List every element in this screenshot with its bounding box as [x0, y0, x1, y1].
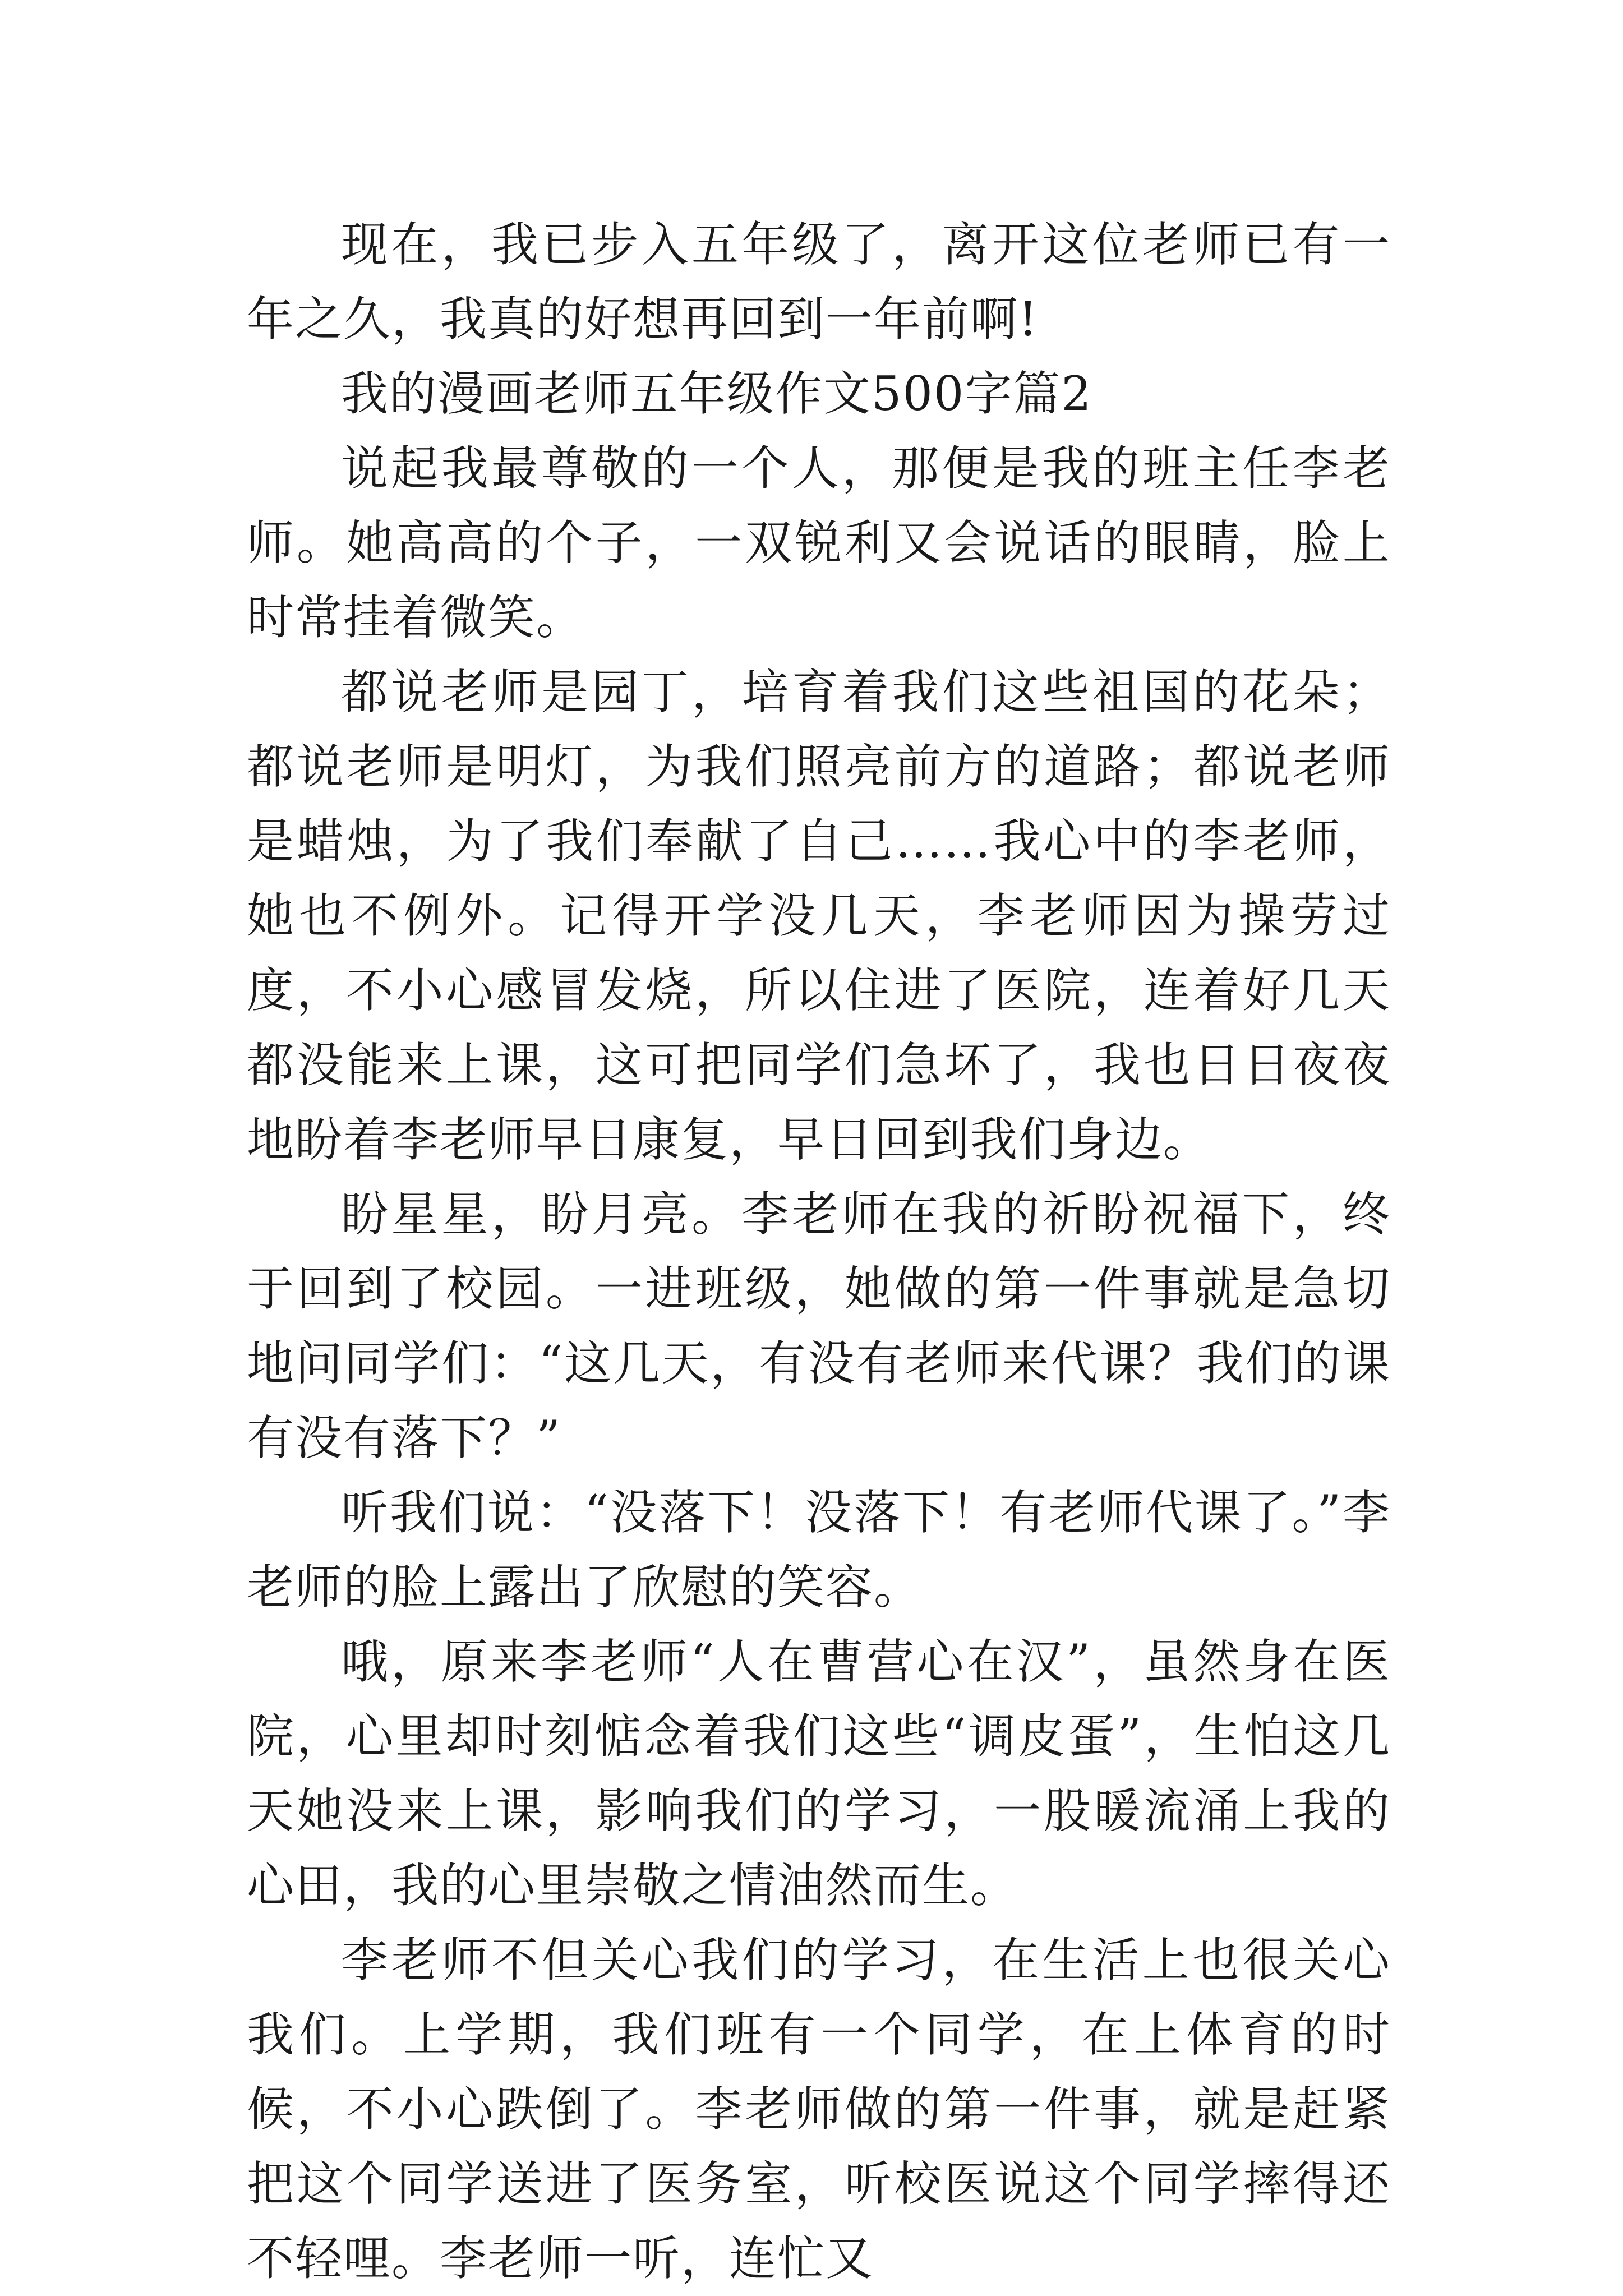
section-heading: 我的漫画老师五年级作文500字篇2: [341, 366, 1092, 421]
paragraph: 听我们说：“没落下！没落下！有老师代课了。”李老师的脸上露出了欣慰的笑容。: [247, 1485, 1391, 1615]
paragraph: 李老师不但关心我们的学习，在生活上也很关心我们。上学期，我们班有一个同学，在上体育的时候，不小心跌倒了。李老师做的第一件事，就是赶紧把这个同学送进了医务室，听校医说这个同学摔得还不轻哩。李老师一听，连忙又: [247, 1933, 1391, 2286]
paragraph: 都说老师是园丁，培育着我们这些祖国的花朵；都说老师是明灯，为我们照亮前方的道路；都说老师是蜡烛，为了我们奉献了自己……我心中的李老师，她也不例外。记得开学没几天，李老师因为操劳过度，不小心感冒发烧，所以住进了医院，连着好几天都没能来上课，这可把同学们急坏了，我也日日夜夜地盼着李老师早日康复，早日回到我们身边。: [247, 665, 1391, 1167]
paragraph: 哦，原来李老师“人在曹营心在汉”，虽然身在医院，心里却时刻惦念着我们这些“调皮蛋”，生怕这几天她没来上课，影响我们的学习，一股暖流涌上我的心田，我的心里崇敬之情油然而生。: [247, 1634, 1391, 1913]
paragraph: 说起我最尊敬的一个人，那便是我的班主任李老师。她高高的个子，一双锐利又会说话的眼睛，脸上时常挂着微笑。: [247, 441, 1391, 645]
paragraph: 盼星星，盼月亮。李老师在我的祈盼祝福下，终于回到了校园。一进班级，她做的第一件事就是急切地问同学们：“这几天，有没有老师来代课？我们的课有没有落下？”: [247, 1187, 1391, 1465]
document-body: [247, 208, 1391, 2296]
paragraph-intro: 现在，我已步入五年级了，离开这位老师已有一年之久，我真的好想再回到一年前啊!: [247, 217, 1391, 347]
